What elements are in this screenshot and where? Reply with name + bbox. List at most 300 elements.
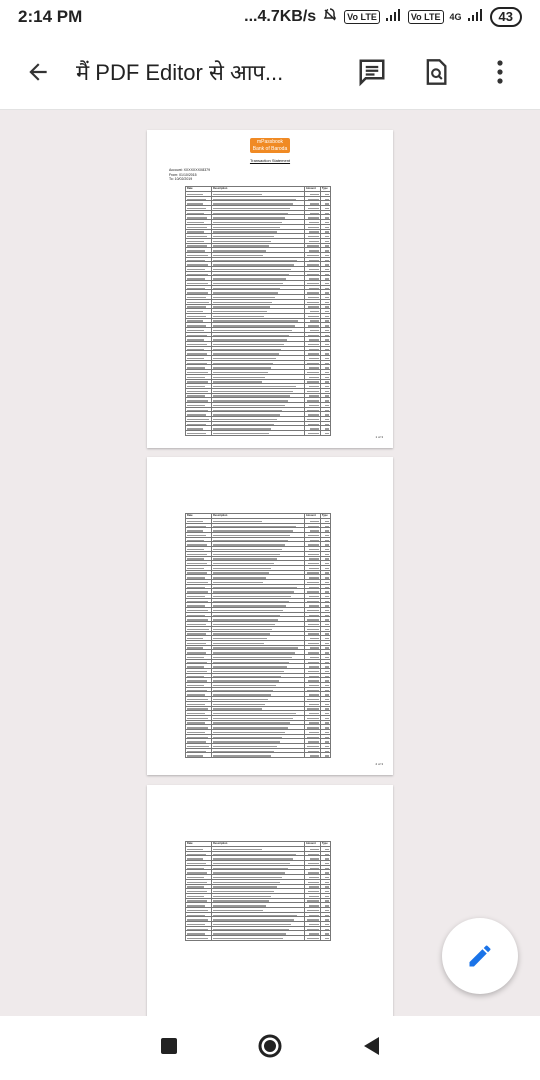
text-placeholder xyxy=(213,381,262,382)
text-placeholder xyxy=(309,339,318,340)
text-placeholder xyxy=(187,919,208,920)
text-placeholder xyxy=(309,386,319,387)
text-placeholder xyxy=(325,647,329,648)
text-placeholder xyxy=(213,680,279,681)
table-cell xyxy=(304,753,320,758)
text-placeholder xyxy=(213,699,268,700)
text-placeholder xyxy=(213,685,276,686)
text-placeholder xyxy=(325,741,329,742)
text-placeholder xyxy=(307,582,319,583)
comment-icon xyxy=(357,57,387,87)
text-placeholder xyxy=(187,372,208,373)
text-placeholder xyxy=(213,386,296,387)
text-placeholder xyxy=(325,633,329,634)
text-placeholder xyxy=(213,863,290,864)
column-header: Date xyxy=(186,514,212,519)
text-placeholder xyxy=(187,405,205,406)
text-placeholder xyxy=(309,924,319,925)
text-placeholder xyxy=(325,410,329,411)
column-header: Amount xyxy=(304,187,320,192)
text-placeholder xyxy=(213,572,269,573)
text-placeholder xyxy=(325,619,329,620)
text-placeholder xyxy=(325,363,329,364)
text-placeholder xyxy=(213,915,297,916)
text-placeholder xyxy=(307,283,319,284)
text-placeholder xyxy=(308,554,319,555)
text-placeholder xyxy=(187,572,207,573)
text-placeholder xyxy=(213,708,262,709)
text-placeholder xyxy=(213,540,288,541)
text-placeholder xyxy=(187,886,204,887)
text-placeholder xyxy=(213,605,286,606)
table-cell xyxy=(320,753,330,758)
text-placeholder xyxy=(309,685,319,686)
text-placeholder xyxy=(187,858,203,859)
text-placeholder xyxy=(325,297,329,298)
text-placeholder xyxy=(309,568,319,569)
text-placeholder xyxy=(213,344,284,345)
text-placeholder xyxy=(187,629,209,630)
column-header: Description xyxy=(212,187,305,192)
text-placeholder xyxy=(325,391,329,392)
app-bar xyxy=(0,34,540,110)
text-placeholder xyxy=(307,400,319,401)
text-placeholder xyxy=(187,400,208,401)
text-placeholder xyxy=(213,400,288,401)
text-placeholder xyxy=(187,849,203,850)
page-label: 1 of 3 xyxy=(375,435,383,439)
text-placeholder xyxy=(325,751,329,752)
text-placeholder xyxy=(325,676,329,677)
text-placeholder xyxy=(325,610,329,611)
text-placeholder xyxy=(308,344,319,345)
text-placeholder xyxy=(325,203,329,204)
text-placeholder xyxy=(325,905,329,906)
status-bar xyxy=(0,0,540,34)
text-placeholder xyxy=(308,208,319,209)
text-placeholder xyxy=(213,900,269,901)
text-placeholder xyxy=(187,199,206,200)
text-placeholder xyxy=(309,605,319,606)
text-placeholder xyxy=(213,877,282,878)
table-cell xyxy=(186,753,212,758)
table-row xyxy=(186,936,331,941)
text-placeholder xyxy=(213,755,271,756)
text-placeholder xyxy=(213,320,297,321)
text-placeholder xyxy=(308,872,319,873)
text-placeholder xyxy=(213,591,294,592)
text-placeholder xyxy=(307,245,318,246)
text-placeholder xyxy=(308,891,319,892)
text-placeholder xyxy=(213,629,272,630)
text-placeholder xyxy=(307,727,319,728)
column-header: Type xyxy=(320,842,330,847)
text-placeholder xyxy=(213,938,283,939)
text-placeholder xyxy=(325,671,329,672)
text-placeholder xyxy=(187,643,206,644)
text-placeholder xyxy=(187,316,206,317)
text-placeholder xyxy=(308,227,319,228)
text-placeholder xyxy=(187,755,203,756)
text-placeholder xyxy=(308,316,319,317)
text-placeholder xyxy=(307,699,319,700)
text-placeholder xyxy=(213,737,282,738)
triangle-back-icon xyxy=(362,1036,380,1056)
text-placeholder xyxy=(213,535,290,536)
text-placeholder xyxy=(310,849,319,850)
text-placeholder xyxy=(309,241,319,242)
text-placeholder xyxy=(213,905,266,906)
text-placeholder xyxy=(213,727,288,728)
text-placeholder xyxy=(187,231,204,232)
back-nav-button[interactable] xyxy=(362,1036,380,1061)
text-placeholder xyxy=(325,302,329,303)
text-placeholder xyxy=(309,596,319,597)
text-placeholder xyxy=(187,264,208,265)
text-placeholder xyxy=(187,863,206,864)
text-placeholder xyxy=(187,535,206,536)
column-header: Date xyxy=(186,842,212,847)
text-placeholder xyxy=(187,596,205,597)
text-placeholder xyxy=(213,854,296,855)
text-placeholder xyxy=(213,410,282,411)
text-placeholder xyxy=(325,624,329,625)
text-placeholder xyxy=(325,849,329,850)
text-placeholder xyxy=(307,619,319,620)
text-placeholder xyxy=(307,363,318,364)
text-placeholder xyxy=(187,915,205,916)
text-placeholder xyxy=(325,264,329,265)
text-placeholder xyxy=(325,217,329,218)
text-placeholder xyxy=(310,540,319,541)
text-placeholder xyxy=(213,236,274,237)
text-placeholder xyxy=(325,877,329,878)
statement-heading: Transaction Statement xyxy=(249,158,291,163)
edit-pencil-icon xyxy=(466,942,494,970)
text-placeholder xyxy=(325,194,329,195)
text-placeholder xyxy=(187,685,204,686)
text-placeholder xyxy=(187,854,206,855)
text-placeholder xyxy=(325,638,329,639)
text-placeholder xyxy=(187,699,208,700)
text-placeholder xyxy=(309,250,319,251)
text-placeholder xyxy=(310,638,319,639)
text-placeholder xyxy=(310,647,319,648)
text-placeholder xyxy=(187,568,204,569)
text-placeholder xyxy=(325,596,329,597)
text-placeholder xyxy=(213,217,285,218)
text-placeholder xyxy=(213,657,292,658)
text-placeholder xyxy=(325,615,329,616)
text-placeholder xyxy=(325,320,329,321)
text-placeholder xyxy=(213,882,279,883)
text-placeholder xyxy=(325,521,329,522)
text-placeholder xyxy=(187,577,205,578)
text-placeholder xyxy=(309,349,319,350)
signal-icon-2 xyxy=(468,8,484,26)
text-placeholder xyxy=(187,367,205,368)
network-type: 4G xyxy=(449,12,462,22)
text-placeholder xyxy=(309,577,319,578)
text-placeholder xyxy=(213,395,290,396)
text-placeholder xyxy=(187,410,208,411)
text-placeholder xyxy=(308,741,318,742)
text-placeholder xyxy=(213,872,285,873)
column-header: Amount xyxy=(304,842,320,847)
text-placeholder xyxy=(309,278,319,279)
text-placeholder xyxy=(308,526,319,527)
text-placeholder xyxy=(213,610,283,611)
find-in-page-button[interactable] xyxy=(416,52,456,92)
table-cell xyxy=(320,936,330,941)
text-placeholder xyxy=(213,718,293,719)
text-placeholder xyxy=(187,891,207,892)
text-placeholder xyxy=(309,367,319,368)
text-placeholder xyxy=(325,250,329,251)
text-placeholder xyxy=(308,563,319,564)
text-placeholder xyxy=(187,241,204,242)
text-placeholder xyxy=(309,269,319,270)
text-placeholder xyxy=(325,278,329,279)
text-placeholder xyxy=(213,694,270,695)
status-time: 2:14 PM xyxy=(18,7,83,26)
text-placeholder xyxy=(325,339,329,340)
text-placeholder xyxy=(325,722,329,723)
text-placeholder xyxy=(309,549,318,550)
text-placeholder xyxy=(307,419,319,420)
text-placeholder xyxy=(187,353,207,354)
text-placeholder xyxy=(213,208,290,209)
text-placeholder xyxy=(213,363,273,364)
status-icons xyxy=(244,7,522,28)
text-placeholder xyxy=(325,222,329,223)
text-placeholder xyxy=(213,858,293,859)
text-placeholder xyxy=(213,662,289,663)
text-placeholder xyxy=(213,568,271,569)
transaction-table xyxy=(185,841,331,941)
text-placeholder xyxy=(187,591,208,592)
more-options-button[interactable] xyxy=(480,52,520,92)
text-placeholder xyxy=(325,919,329,920)
text-placeholder xyxy=(187,671,207,672)
text-placeholder xyxy=(187,751,206,752)
text-placeholder xyxy=(307,572,318,573)
text-placeholder xyxy=(213,353,279,354)
text-placeholder xyxy=(213,924,291,925)
text-placeholder xyxy=(308,643,319,644)
bank-logo: mPassbook Bank of Baroda xyxy=(250,138,290,153)
text-placeholder xyxy=(213,587,297,588)
text-placeholder xyxy=(213,919,294,920)
text-placeholder xyxy=(308,680,319,681)
text-placeholder xyxy=(325,405,329,406)
text-placeholder xyxy=(213,194,262,195)
text-placeholder xyxy=(308,854,319,855)
text-placeholder xyxy=(187,344,207,345)
text-placeholder xyxy=(213,558,277,559)
text-placeholder xyxy=(307,255,319,256)
text-placeholder xyxy=(325,662,329,663)
edit-fab[interactable] xyxy=(442,918,518,994)
text-placeholder xyxy=(213,405,285,406)
text-placeholder xyxy=(325,896,329,897)
table-cell xyxy=(186,936,212,941)
text-placeholder xyxy=(213,549,282,550)
text-placeholder xyxy=(187,676,204,677)
text-placeholder xyxy=(187,530,203,531)
text-placeholder xyxy=(325,727,329,728)
text-placeholder xyxy=(187,619,208,620)
text-placeholder xyxy=(187,694,205,695)
text-placeholder xyxy=(213,746,277,747)
text-placeholder xyxy=(325,737,329,738)
text-placeholder xyxy=(309,405,319,406)
column-header: Description xyxy=(212,514,305,519)
text-placeholder xyxy=(325,704,329,705)
text-placeholder xyxy=(187,746,209,747)
text-placeholder xyxy=(187,414,206,415)
transaction-table xyxy=(185,513,331,758)
recents-button[interactable] xyxy=(160,1037,178,1060)
comment-button[interactable] xyxy=(352,52,392,92)
text-placeholder xyxy=(213,849,262,850)
pdf-viewer[interactable] xyxy=(0,110,540,1016)
text-placeholder xyxy=(187,601,208,602)
text-placeholder xyxy=(325,199,329,200)
text-placeholder xyxy=(325,344,329,345)
text-placeholder xyxy=(325,311,329,312)
text-placeholder xyxy=(213,278,286,279)
text-placeholder xyxy=(325,694,329,695)
text-placeholder xyxy=(187,722,205,723)
text-placeholder xyxy=(213,643,264,644)
text-placeholder xyxy=(187,302,209,303)
text-placeholder xyxy=(213,722,290,723)
text-placeholder xyxy=(213,530,293,531)
text-placeholder xyxy=(325,424,329,425)
text-placeholder xyxy=(187,260,205,261)
text-placeholder xyxy=(325,236,329,237)
text-placeholder xyxy=(213,330,292,331)
text-placeholder xyxy=(325,544,329,545)
text-placeholder xyxy=(308,535,319,536)
text-placeholder xyxy=(187,938,208,939)
text-placeholder xyxy=(187,526,206,527)
text-placeholder xyxy=(325,708,329,709)
text-placeholder xyxy=(325,316,329,317)
text-placeholder xyxy=(325,563,329,564)
text-placeholder xyxy=(325,680,329,681)
text-placeholder xyxy=(307,737,319,738)
text-placeholder xyxy=(325,540,329,541)
text-placeholder xyxy=(187,250,205,251)
text-placeholder xyxy=(187,386,205,387)
text-placeholder xyxy=(325,227,329,228)
text-placeholder xyxy=(213,624,275,625)
text-placeholder xyxy=(325,428,329,429)
text-placeholder xyxy=(310,858,319,859)
text-placeholder xyxy=(213,601,288,602)
table-cell xyxy=(304,936,320,941)
text-placeholder xyxy=(187,610,208,611)
text-placeholder xyxy=(308,652,319,653)
text-placeholder xyxy=(308,424,319,425)
text-placeholder xyxy=(308,433,319,434)
text-placeholder xyxy=(213,619,278,620)
more-vert-icon xyxy=(496,58,504,86)
back-button[interactable] xyxy=(0,34,76,110)
column-header: Type xyxy=(320,514,330,519)
text-placeholder xyxy=(187,208,206,209)
text-placeholder xyxy=(307,900,318,901)
table-row xyxy=(186,431,331,436)
text-placeholder xyxy=(325,269,329,270)
text-placeholder xyxy=(213,910,263,911)
page-label: 2 of 3 xyxy=(375,762,383,766)
text-placeholder xyxy=(325,938,329,939)
text-placeholder xyxy=(309,395,319,396)
text-placeholder xyxy=(325,213,329,214)
text-placeholder xyxy=(307,929,319,930)
text-placeholder xyxy=(307,601,319,602)
text-placeholder xyxy=(213,241,271,242)
text-placeholder xyxy=(213,419,277,420)
text-placeholder xyxy=(187,363,207,364)
text-placeholder xyxy=(325,572,329,573)
text-placeholder xyxy=(187,662,207,663)
text-placeholder xyxy=(310,868,319,869)
text-placeholder xyxy=(213,274,288,275)
text-placeholder xyxy=(187,311,203,312)
home-button[interactable] xyxy=(257,1033,283,1064)
text-placeholder xyxy=(310,530,319,531)
text-placeholder xyxy=(187,540,204,541)
text-placeholder xyxy=(187,882,207,883)
text-placeholder xyxy=(325,587,329,588)
text-placeholder xyxy=(309,558,319,559)
column-header: Date xyxy=(186,187,212,192)
system-nav-bar xyxy=(0,1016,540,1080)
text-placeholder xyxy=(309,222,318,223)
volte-badge-2: Vo LTE xyxy=(408,10,444,24)
text-placeholder xyxy=(325,526,329,527)
text-placeholder xyxy=(308,306,319,307)
text-placeholder xyxy=(325,924,329,925)
text-placeholder xyxy=(325,395,329,396)
text-placeholder xyxy=(213,704,265,705)
text-placeholder xyxy=(325,900,329,901)
text-placeholder xyxy=(325,381,329,382)
text-placeholder xyxy=(325,260,329,261)
text-placeholder xyxy=(187,872,207,873)
text-placeholder xyxy=(187,877,204,878)
table-cell xyxy=(212,753,305,758)
text-placeholder xyxy=(213,676,281,677)
text-placeholder xyxy=(187,521,203,522)
text-placeholder xyxy=(310,203,319,204)
column-header: Description xyxy=(212,842,305,847)
text-placeholder xyxy=(310,521,319,522)
text-placeholder xyxy=(325,377,329,378)
text-placeholder xyxy=(325,325,329,326)
text-placeholder xyxy=(187,203,203,204)
text-placeholder xyxy=(309,933,319,934)
text-placeholder xyxy=(325,208,329,209)
text-placeholder xyxy=(187,419,209,420)
text-placeholder xyxy=(187,245,207,246)
text-placeholder xyxy=(213,433,269,434)
text-placeholder xyxy=(309,676,319,677)
